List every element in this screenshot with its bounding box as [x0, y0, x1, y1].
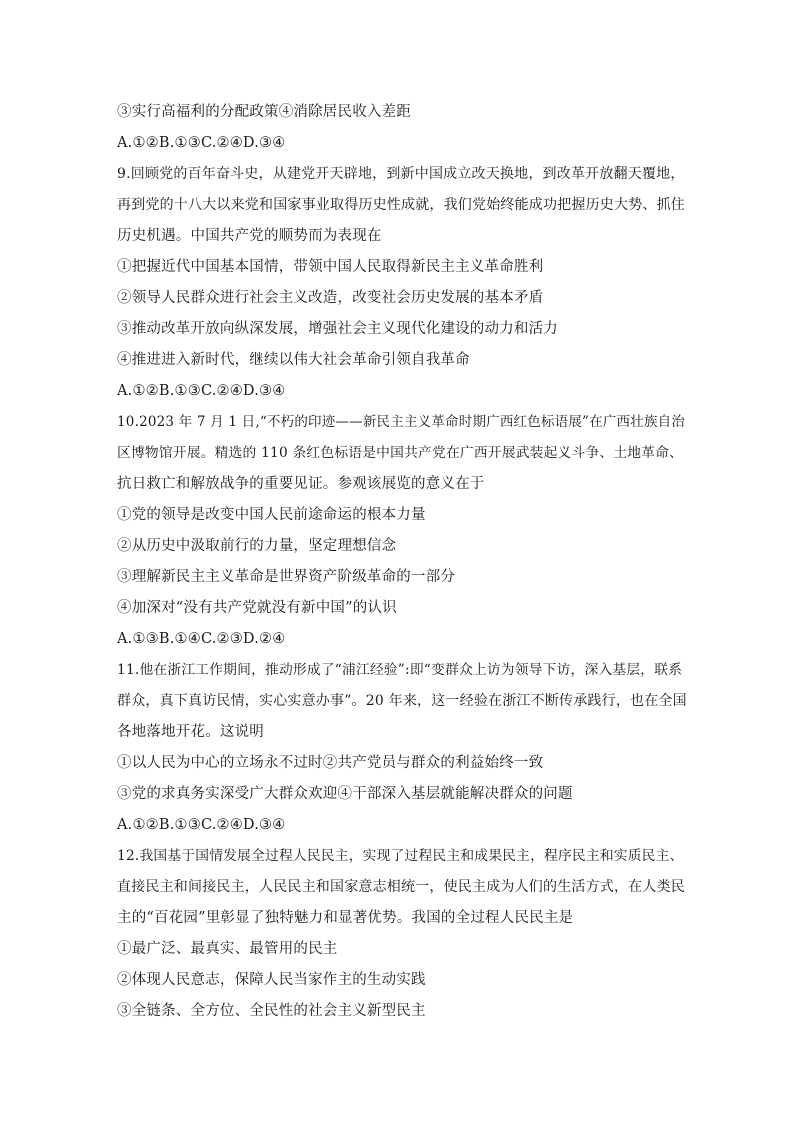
q10-stem-line-1: 10.2023 年 7 月 1 日,“不朽的印迹——新民主主义革命时期广西红色标语展”在广西壮族自治: [117, 414, 686, 430]
q9-option-1: ①把握近代中国基本国情，带领中国人民取得新民主主义革命胜利: [117, 259, 544, 275]
q10-stem-line-2: 区博物馆开展。精选的 110 条红色标语是中国共产党在广西开展武装起义斗争、土地革命、: [117, 445, 684, 461]
q12-stem-line-2: 直接民主和间接民主，人民民主和国家意志相统一，使民主成为人们的生活方式，在人类民: [117, 879, 685, 895]
q9-option-3: ③推动改革开放向纵深发展，增强社会主义现代化建设的动力和活力: [117, 321, 558, 337]
q9-option-4: ④推进进入新时代，继续以伟大社会革命引领自我革命: [117, 352, 470, 368]
q12-stem-line-1: 12.我国基于国情发展全过程人民民主，实现了过程民主和成果民主，程序民主和实质民主、: [117, 848, 684, 864]
q12-option-3: ③全链条、全方位、全民性的社会主义新型民主: [117, 1003, 426, 1019]
q9-option-2: ②领导人民群众进行社会主义改造，改变社会历史发展的基本矛盾: [117, 290, 544, 306]
q10-answer-choices: A.①③B.①④C.②③D.②④: [117, 631, 286, 647]
exam-page: [117, 97, 687, 1027]
q9-stem-line-2: 再到党的十八大以来党和国家事业取得历史性成就，我们党始终能成功把握历史大势、抓住: [117, 197, 685, 213]
q9-stem-line-1: 9.回顾党的百年奋斗史，从建党开天辟地，到新中国成立改天换地，到改革开放翻天覆地，: [117, 166, 685, 182]
q11-stem-line-1: 11.他在浙江工作期间，推动形成了“浦江经验”:即“变群众上访为领导下访，深入基层，联系: [117, 662, 683, 678]
q12-option-1: ①最广泛、最真实、最管用的民主: [117, 941, 338, 957]
q11-options-line-1: ①以人民为中心的立场永不过时②共产党员与群众的利益始终一致: [117, 755, 544, 771]
q11-stem-line-3: 各地落地开花。这说明: [117, 724, 264, 740]
q8-options-line: ③实行高福利的分配政策④消除居民收入差距: [117, 104, 411, 120]
q10-stem-line-3: 抗日救亡和解放战争的重要见证。参观该展览的意义在于: [117, 476, 485, 492]
q12-option-2: ②体现人民意志，保障人民当家作主的生动实践: [117, 972, 426, 988]
q10-option-1: ①党的领导是改变中国人民前途命运的根本力量: [117, 507, 426, 523]
q10-option-2: ②从历史中汲取前行的力量，坚定理想信念: [117, 538, 397, 554]
q10-option-3: ③理解新民主主义革命是世界资产阶级革命的一部分: [117, 569, 456, 585]
q11-stem-line-2: 群众，真下真访民情，实心实意办事”。20 年来，这一经验在浙江不断传承践行，也在全国: [117, 693, 687, 709]
q9-answer-choices: A.①②B.①③C.②④D.③④: [117, 383, 286, 399]
q11-options-line-2: ③党的求真务实深受广大群众欢迎④干部深入基层就能解决群众的问题: [117, 786, 573, 802]
q9-stem-line-3: 历史机遇。中国共产党的顺势而为表现在: [117, 228, 382, 244]
q12-stem-line-3: 主的“百花园”里彰显了独特魅力和显著优势。我国的全过程人民民主是: [117, 910, 574, 926]
q8-answer-choices: A.①②B.①③C.②④D.③④: [117, 135, 286, 151]
q10-option-4: ④加深对“没有共产党就没有新中国”的认识: [117, 600, 397, 616]
q11-answer-choices: A.①②B.①③C.②④D.③④: [117, 817, 286, 833]
